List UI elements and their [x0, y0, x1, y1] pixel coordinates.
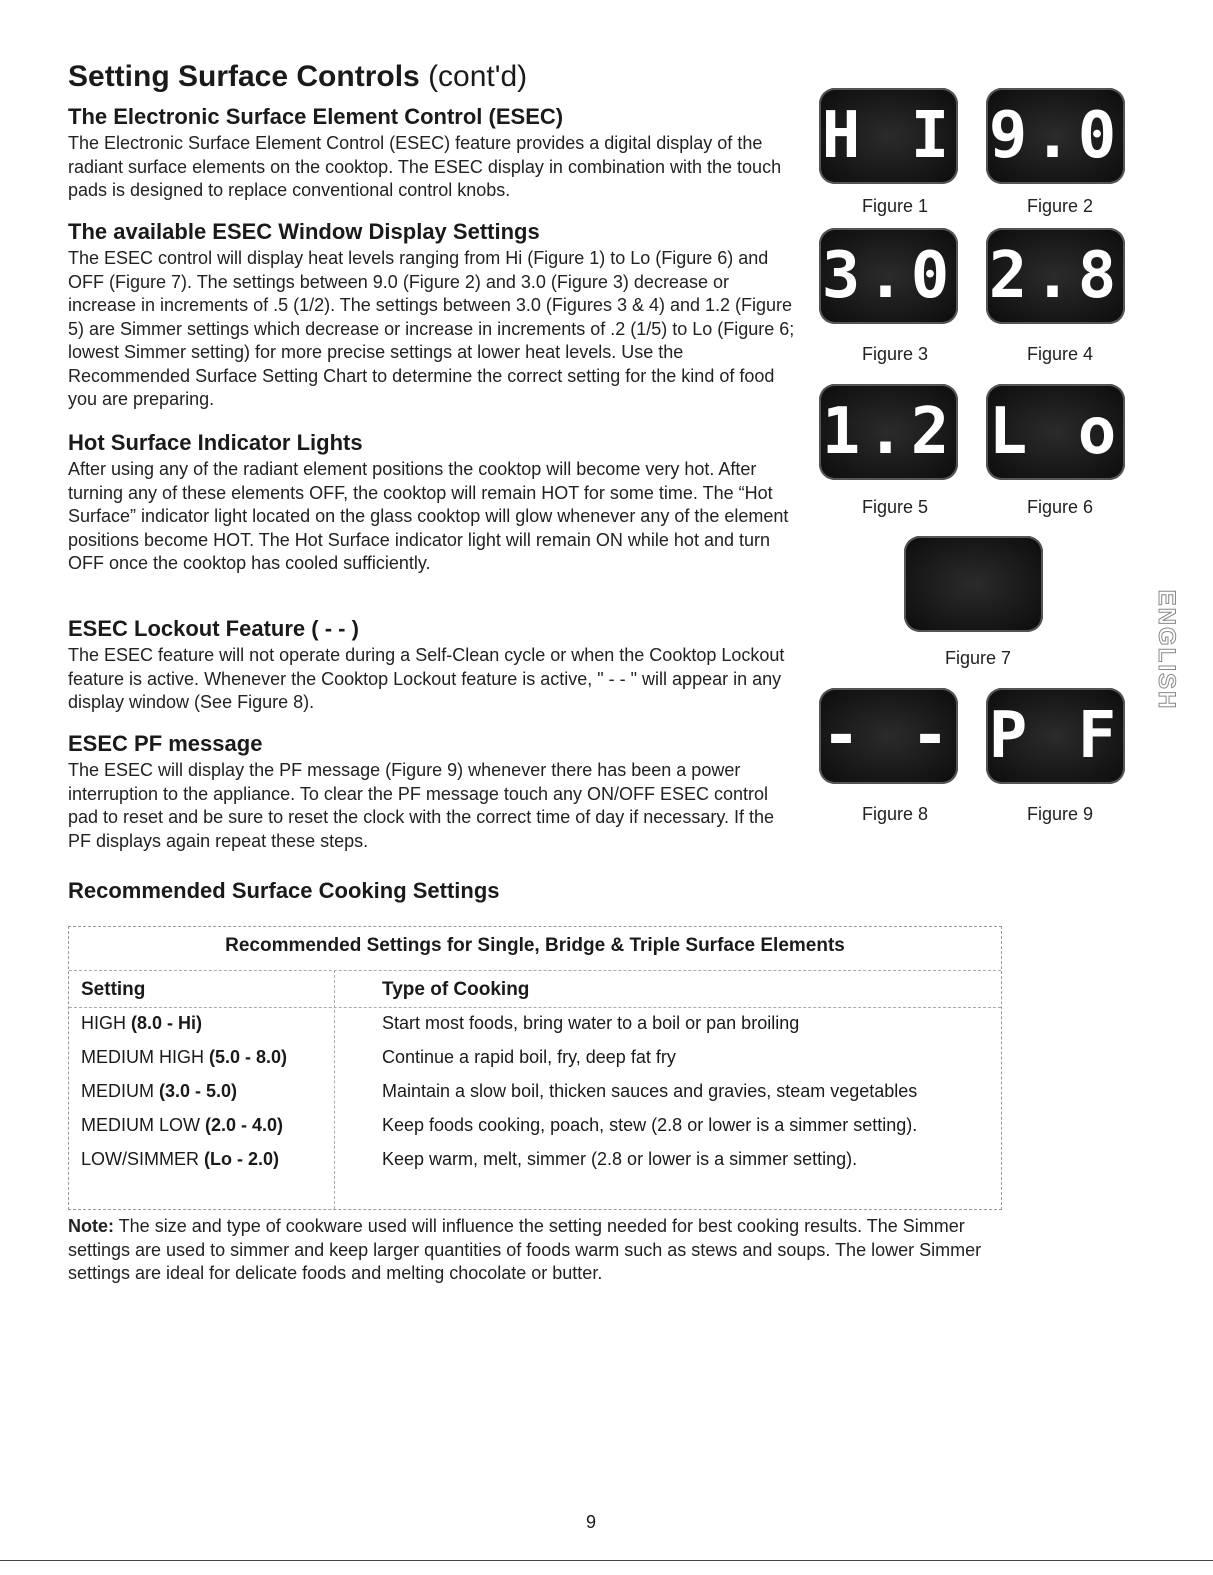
row-setting — [81, 1047, 287, 1068]
row-setting — [81, 1115, 283, 1136]
title-main: Setting Surface Controls — [68, 60, 420, 93]
bottom-rule — [0, 1560, 1213, 1561]
figure-3-glyphs: 3.0 — [821, 239, 956, 313]
figure-4-glyphs: 2.8 — [988, 239, 1123, 313]
figure-5-display — [819, 384, 958, 480]
section-text-hot-surface: After using any of the radiant element positions the cooktop will become very hot. After turning any of these elements OFF, the cooktop will remain HOT for some time. The “Hot Surface” indicator light located on the glass cooktop will glow whenever any of the element positions become HOT. The Hot Surface indicator light will remain ON while hot and turn OFF once the cooktop has cooled sufficiently. — [68, 459, 789, 573]
section-text-lockout: The ESEC feature will not operate during a Self-Clean cycle or when the Cooktop Lockout feature is active. Whenever the Cooktop Lockout feature is active, " - - " will appear in any display window (See Figure 8). — [68, 645, 785, 712]
figure-1-glyphs: H I — [821, 99, 956, 173]
row-type: Maintain a slow boil, thicken sauces and gravies, steam vegetables — [382, 1081, 918, 1101]
row-type: Start most foods, bring water to a boil or pan broiling — [382, 1013, 800, 1033]
row-setting — [81, 1149, 279, 1170]
setting-range: (8.0 - Hi) — [131, 1013, 203, 1033]
table-row — [69, 1149, 1001, 1183]
setting-range: (Lo - 2.0) — [204, 1149, 280, 1169]
setting-range: (5.0 - 8.0) — [209, 1047, 288, 1067]
figure-2-caption: Figure 2 — [1026, 196, 1094, 216]
title-suffix: (cont'd) — [428, 60, 528, 93]
figure-1-display — [819, 88, 958, 184]
figure-3-caption: Figure 3 — [861, 344, 929, 364]
figure-6-glyphs: L o — [988, 395, 1123, 469]
table-header-type: Type of Cooking — [382, 979, 530, 1000]
figure-6-display — [986, 384, 1125, 480]
language-side-tab-label: ENGLISH — [1153, 589, 1180, 711]
table-row — [69, 1013, 1001, 1047]
setting-name: LOW/SIMMER — [81, 1149, 200, 1169]
section-heading-display-settings: The available ESEC Window Display Settings — [68, 219, 540, 244]
figure-2-display — [986, 88, 1125, 184]
note-label: Note: — [68, 1216, 114, 1236]
table-row — [69, 1047, 1001, 1081]
figure-7-caption: Figure 7 — [944, 648, 1012, 668]
figure-7-display — [904, 536, 1043, 632]
setting-name: MEDIUM — [81, 1081, 154, 1101]
setting-name: HIGH — [81, 1013, 126, 1033]
recommended-settings-table — [68, 926, 1002, 1210]
row-type: Continue a rapid boil, fry, deep fat fry — [382, 1047, 676, 1067]
table-row — [69, 1081, 1001, 1115]
figure-5-caption: Figure 5 — [861, 497, 929, 517]
section-text-pf-message: The ESEC will display the PF message (Figure 9) whenever there has been a power interruption to the appliance. To clear the PF message touch any ON/OFF ESEC control pad to reset and be sure to reset the clock with the correct time of day if necessary. If the PF displays again repeat these steps. — [68, 760, 775, 851]
figure-2-glyphs: 9.0 — [988, 99, 1123, 173]
section-heading-recommended: Recommended Surface Cooking Settings — [68, 878, 500, 903]
setting-range: (2.0 - 4.0) — [205, 1115, 284, 1135]
section-heading-pf-message: ESEC PF message — [68, 731, 263, 756]
figure-5-glyphs: 1.2 — [821, 395, 956, 469]
figure-9-display — [986, 688, 1125, 784]
figure-4-caption: Figure 4 — [1026, 344, 1094, 364]
figure-8-display — [819, 688, 958, 784]
row-setting — [81, 1081, 237, 1102]
setting-range: (3.0 - 5.0) — [159, 1081, 238, 1101]
language-side-tab — [1146, 585, 1186, 715]
section-heading-esec: The Electronic Surface Element Control (ESEC) — [68, 104, 564, 129]
figure-9-glyphs: P F — [988, 699, 1123, 773]
row-type: Keep foods cooking, poach, stew (2.8 or lower is a simmer setting). — [382, 1115, 918, 1135]
note-paragraph — [68, 1215, 998, 1286]
table-caption: Recommended Settings for Single, Bridge & Triple Surface Elements — [225, 935, 845, 956]
section-heading-lockout: ESEC Lockout Feature ( - - ) — [68, 616, 359, 641]
table-header-setting: Setting — [81, 979, 146, 1000]
table-divider — [69, 970, 1001, 971]
setting-name: MEDIUM HIGH — [81, 1047, 204, 1067]
figure-4-display — [986, 228, 1125, 324]
section-text-esec: The Electronic Surface Element Control (ESEC) feature provides a digital display of the radiant surface elements on the cooktop. The ESEC display in combination with the touch pads is designed to replace conventional control knobs. — [68, 133, 782, 200]
figure-9-caption: Figure 9 — [1026, 804, 1094, 824]
setting-name: MEDIUM LOW — [81, 1115, 200, 1135]
row-setting — [81, 1013, 202, 1034]
table-divider — [69, 1007, 1001, 1008]
row-type: Keep warm, melt, simmer (2.8 or lower is a simmer setting). — [382, 1149, 858, 1169]
note-text: The size and type of cookware used will influence the setting needed for best cooking results. The Simmer settings are used to simmer and keep larger quantities of foods warm such as stews and soups. The lower Simmer settings are ideal for delicate foods and melting chocolate or butter. — [68, 1216, 982, 1283]
figure-8-caption: Figure 8 — [861, 804, 929, 824]
section-heading-hot-surface: Hot Surface Indicator Lights — [68, 430, 363, 455]
table-row — [69, 1115, 1001, 1149]
figure-6-caption: Figure 6 — [1026, 497, 1094, 517]
figure-1-caption: Figure 1 — [861, 196, 929, 216]
figure-8-glyphs: - - — [821, 699, 956, 773]
figure-3-display — [819, 228, 958, 324]
page-title — [68, 60, 527, 94]
page-number: 9 — [586, 1512, 597, 1532]
section-text-display-settings: The ESEC control will display heat levels ranging from Hi (Figure 1) to Lo (Figure 6) and OFF (Figure 7). The settings between 9.0 (Figure 2) and 3.0 (Figure 3) decrease or increase in increments of .5 (1/2). The settings between 3.0 (Figures 3 & 4) and 1.2 (Figure 5) are Simmer settings which decrease or increase in increments of .2 (1/5) to Lo (Figure 6; lowest Simmer setting) for more precise settings at lower heat levels. Use the Recommended Surface Setting Chart to determine the correct setting for the kind of food you are preparing. — [68, 248, 795, 409]
